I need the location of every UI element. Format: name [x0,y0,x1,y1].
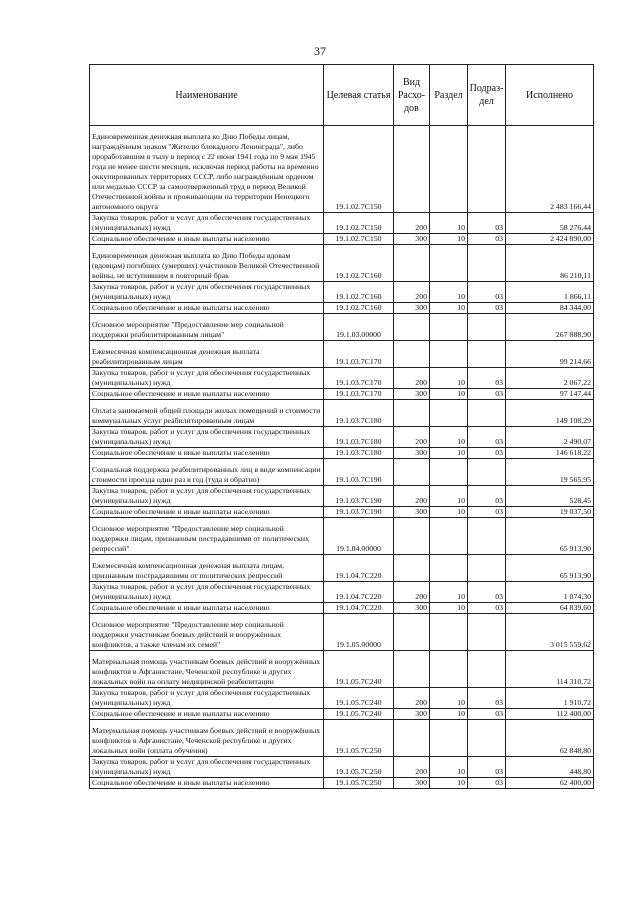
table-row [90,368,594,389]
cell-amount: 2 490,07 [506,427,594,448]
cell-subsection: 03 [468,507,506,518]
table-row [90,427,594,448]
cell-amount: 99 214,66 [506,341,594,368]
cell-target-code: 19.1.05.7С250 [324,757,394,778]
cell-amount: 112 400,00 [506,709,594,720]
cell-name: Закупка товаров, работ и услуг для обеспечения государственных (муниципальных) нужд [90,282,324,303]
cell-expense-type: 300 [394,234,430,245]
cell-target-code: 19.1.03.7С190 [324,486,394,507]
cell-subsection [468,651,506,688]
table-row [90,400,594,427]
header-expense-type: Вид Расхо-дов [394,65,430,126]
cell-amount: 1 910,72 [506,688,594,709]
cell-subsection: 03 [468,234,506,245]
cell-section [430,314,468,341]
cell-section: 10 [430,427,468,448]
cell-name: Социальное обеспечение и иные выплаты населению [90,448,324,459]
cell-expense-type: 300 [394,778,430,789]
table-row [90,614,594,651]
cell-expense-type [394,555,430,582]
cell-amount: 2 424 890,00 [506,234,594,245]
cell-amount: 114 310,72 [506,651,594,688]
cell-section [430,518,468,555]
cell-subsection [468,614,506,651]
table-row [90,234,594,245]
cell-target-code: 19.1.02.7С160 [324,282,394,303]
table-row [90,603,594,614]
table-row [90,245,594,282]
table-row [90,389,594,400]
table-row [90,341,594,368]
cell-name: Оплата занимаемой общей площади жилых помещений и стоимости коммунальных услуг реабилитированным лицам [90,400,324,427]
cell-target-code: 19.1.03.7С190 [324,459,394,486]
cell-name: Материальная помощь участникам боевых действий и вооружённых конфликтов в Афганистане, Чеченской республике и других локальных войн на оплату медицинской реабилитации [90,651,324,688]
cell-expense-type: 300 [394,603,430,614]
table-row [90,314,594,341]
cell-amount: 146 618,22 [506,448,594,459]
cell-target-code: 19.1.03.7С180 [324,448,394,459]
cell-section: 10 [430,688,468,709]
cell-section [430,245,468,282]
cell-name: Единовременная денежная выплата ко Дню Победы лицам, награждённым знаком "Жителю блокадного Ленинграда", либо проработавшим в тылу в период с 22 июня 1941 года по 9 мая 1945 года не менее шести месяцев, исключая период работы на временно оккупированных территориях СССР, либо награждённым орденом или медалью СССР за самоотверженный труд в период Великой Отечественной войны и проживающим на территории Ненецкого автономного округа [90,126,324,213]
cell-name: Социальное обеспечение и иные выплаты населению [90,303,324,314]
cell-subsection: 03 [468,282,506,303]
cell-target-code: 19.1.02.7С150 [324,234,394,245]
cell-target-code: 19.1.05.7С250 [324,778,394,789]
cell-amount: 1 866,11 [506,282,594,303]
cell-target-code: 19.1.02.7С160 [324,245,394,282]
cell-section [430,614,468,651]
cell-name: Закупка товаров, работ и услуг для обеспечения государственных (муниципальных) нужд [90,368,324,389]
cell-section: 10 [430,709,468,720]
cell-section: 10 [430,213,468,234]
cell-amount: 84 344,00 [506,303,594,314]
cell-name: Закупка товаров, работ и услуг для обеспечения государственных (муниципальных) нужд [90,688,324,709]
cell-expense-type [394,245,430,282]
cell-target-code: 19.1.05.00000 [324,614,394,651]
cell-section: 10 [430,448,468,459]
cell-target-code: 19.1.03.7С180 [324,427,394,448]
cell-name: Закупка товаров, работ и услуг для обеспечения государственных (муниципальных) нужд [90,757,324,778]
cell-subsection [468,314,506,341]
table-body [90,126,594,789]
cell-amount: 2 067,22 [506,368,594,389]
cell-amount: 528,45 [506,486,594,507]
cell-target-code: 19.1.03.7С170 [324,368,394,389]
cell-subsection: 03 [468,778,506,789]
cell-name: Закупка товаров, работ и услуг для обеспечения государственных (муниципальных) нужд [90,427,324,448]
cell-subsection: 03 [468,688,506,709]
cell-amount: 1 074,30 [506,582,594,603]
cell-subsection [468,245,506,282]
cell-subsection: 03 [468,603,506,614]
cell-name: Социальное обеспечение и иные выплаты населению [90,603,324,614]
cell-expense-type: 200 [394,486,430,507]
cell-expense-type [394,314,430,341]
header-subsection: Подраз-дел [468,65,506,126]
cell-expense-type: 300 [394,448,430,459]
cell-expense-type [394,651,430,688]
cell-name: Основное мероприятие "Предоставление мер социальной поддержки реабилитированным лицам" [90,314,324,341]
table-row [90,213,594,234]
cell-expense-type [394,720,430,757]
cell-subsection: 03 [468,303,506,314]
cell-amount: 64 839,60 [506,603,594,614]
cell-expense-type: 200 [394,213,430,234]
cell-amount: 86 210,11 [506,245,594,282]
cell-expense-type [394,341,430,368]
cell-target-code: 19.1.02.7С150 [324,126,394,213]
table-row [90,555,594,582]
cell-target-code: 19.1.03.7С180 [324,400,394,427]
cell-subsection: 03 [468,368,506,389]
cell-section: 10 [430,507,468,518]
cell-amount: 62 400,00 [506,778,594,789]
cell-subsection [468,400,506,427]
cell-section: 10 [430,778,468,789]
table-row [90,303,594,314]
cell-expense-type [394,518,430,555]
cell-subsection: 03 [468,389,506,400]
table-row [90,709,594,720]
table-row [90,448,594,459]
cell-target-code: 19.1.02.7С150 [324,213,394,234]
table-row [90,757,594,778]
cell-target-code: 19.1.03.7С170 [324,341,394,368]
cell-section [430,126,468,213]
cell-subsection: 03 [468,427,506,448]
table-row [90,282,594,303]
table-row [90,582,594,603]
table-row [90,778,594,789]
cell-name: Социальная поддержка реабилитированных лиц в виде компенсации стоимости проезда один раз в год (туда и обратно) [90,459,324,486]
cell-subsection [468,126,506,213]
cell-expense-type: 200 [394,282,430,303]
cell-expense-type [394,614,430,651]
budget-execution-table [89,64,594,789]
cell-subsection: 03 [468,709,506,720]
table-row [90,486,594,507]
cell-name: Закупка товаров, работ и услуг для обеспечения государственных (муниципальных) нужд [90,582,324,603]
cell-expense-type: 200 [394,368,430,389]
cell-target-code: 19.1.05.7С250 [324,720,394,757]
cell-amount: 2 483 166,44 [506,126,594,213]
cell-expense-type: 300 [394,303,430,314]
cell-target-code: 19.1.05.7С240 [324,688,394,709]
table-row [90,459,594,486]
cell-subsection [468,459,506,486]
cell-amount: 58 276,44 [506,213,594,234]
cell-expense-type: 200 [394,757,430,778]
cell-name: Ежемесячная компенсационная денежная выплата лицам, признанным пострадавшими от политических репрессий [90,555,324,582]
cell-amount: 97 147,44 [506,389,594,400]
cell-amount: 62 848,80 [506,720,594,757]
cell-name: Ежемесячная компенсационная денежная выплата реабилитированным лицам [90,341,324,368]
cell-section: 10 [430,486,468,507]
header-target: Целевая статья [324,65,394,126]
cell-expense-type [394,459,430,486]
cell-amount: 267 888,90 [506,314,594,341]
cell-section: 10 [430,282,468,303]
cell-target-code: 19.1.05.7С240 [324,651,394,688]
cell-subsection: 03 [468,582,506,603]
cell-target-code: 19.1.05.7С240 [324,709,394,720]
cell-subsection [468,518,506,555]
cell-expense-type: 200 [394,582,430,603]
cell-name: Закупка товаров, работ и услуг для обеспечения государственных (муниципальных) нужд [90,213,324,234]
cell-section [430,651,468,688]
cell-section: 10 [430,582,468,603]
cell-target-code: 19.1.03.00000 [324,314,394,341]
cell-expense-type: 300 [394,709,430,720]
cell-target-code: 19.1.02.7С160 [324,303,394,314]
cell-name: Социальное обеспечение и иные выплаты населению [90,389,324,400]
cell-expense-type: 200 [394,688,430,709]
cell-amount: 149 108,29 [506,400,594,427]
cell-section [430,555,468,582]
cell-name: Социальное обеспечение и иные выплаты населению [90,507,324,518]
cell-section: 10 [430,234,468,245]
cell-amount: 65 913,90 [506,518,594,555]
cell-section: 10 [430,757,468,778]
cell-name: Закупка товаров, работ и услуг для обеспечения государственных (муниципальных) нужд [90,486,324,507]
cell-target-code: 19.1.04.7С220 [324,603,394,614]
cell-target-code: 19.1.04.7С220 [324,582,394,603]
cell-amount: 448,80 [506,757,594,778]
cell-section: 10 [430,368,468,389]
cell-expense-type [394,126,430,213]
cell-section: 10 [430,303,468,314]
cell-subsection [468,720,506,757]
cell-subsection: 03 [468,757,506,778]
header-name: Наименование [90,65,324,126]
table-row [90,507,594,518]
page-number: 37 [314,44,326,58]
cell-expense-type: 300 [394,389,430,400]
cell-subsection: 03 [468,213,506,234]
header-executed: Исполнено [506,65,594,126]
cell-section [430,400,468,427]
cell-name: Социальное обеспечение и иные выплаты населению [90,709,324,720]
cell-target-code: 19.1.03.7С170 [324,389,394,400]
table-row [90,126,594,213]
cell-amount: 65 913,90 [506,555,594,582]
cell-target-code: 19.1.03.7С190 [324,507,394,518]
cell-expense-type: 200 [394,427,430,448]
table-header-row [90,65,594,126]
cell-subsection: 03 [468,448,506,459]
header-section: Раздел [430,65,468,126]
cell-name: Основное мероприятие "Предоставление мер социальной поддержки лицам, признанным пострадавшими от политических репрессий" [90,518,324,555]
cell-section [430,459,468,486]
cell-subsection [468,341,506,368]
cell-name: Материальная помощь участникам боевых действий и вооружённых конфликтов в Афганистане, Чеченской республике и других локальных войн (оплата обучения) [90,720,324,757]
cell-section [430,341,468,368]
cell-name: Социальное обеспечение и иные выплаты населению [90,778,324,789]
cell-name: Основное мероприятие "Предоставление мер социальной поддержки участникам боевых действий и вооружённых конфликтов, а также членам их семей" [90,614,324,651]
table-row [90,518,594,555]
cell-section: 10 [430,389,468,400]
cell-target-code: 19.1.04.7С220 [324,555,394,582]
cell-name: Социальное обеспечение и иные выплаты населению [90,234,324,245]
cell-amount: 19 037,50 [506,507,594,518]
cell-expense-type: 300 [394,507,430,518]
cell-target-code: 19.1.04.00000 [324,518,394,555]
cell-name: Единовременная денежная выплата ко Дню Победы вдовам (вдовцам) погибших (умерших) участников Великой Отечественной войны, не вступившим в повторный брак [90,245,324,282]
cell-subsection: 03 [468,486,506,507]
table-row [90,651,594,688]
cell-section [430,720,468,757]
table-row [90,688,594,709]
table-row [90,720,594,757]
cell-subsection [468,555,506,582]
cell-section: 10 [430,603,468,614]
cell-amount: 3 015 559,62 [506,614,594,651]
cell-amount: 19 565,95 [506,459,594,486]
cell-expense-type [394,400,430,427]
